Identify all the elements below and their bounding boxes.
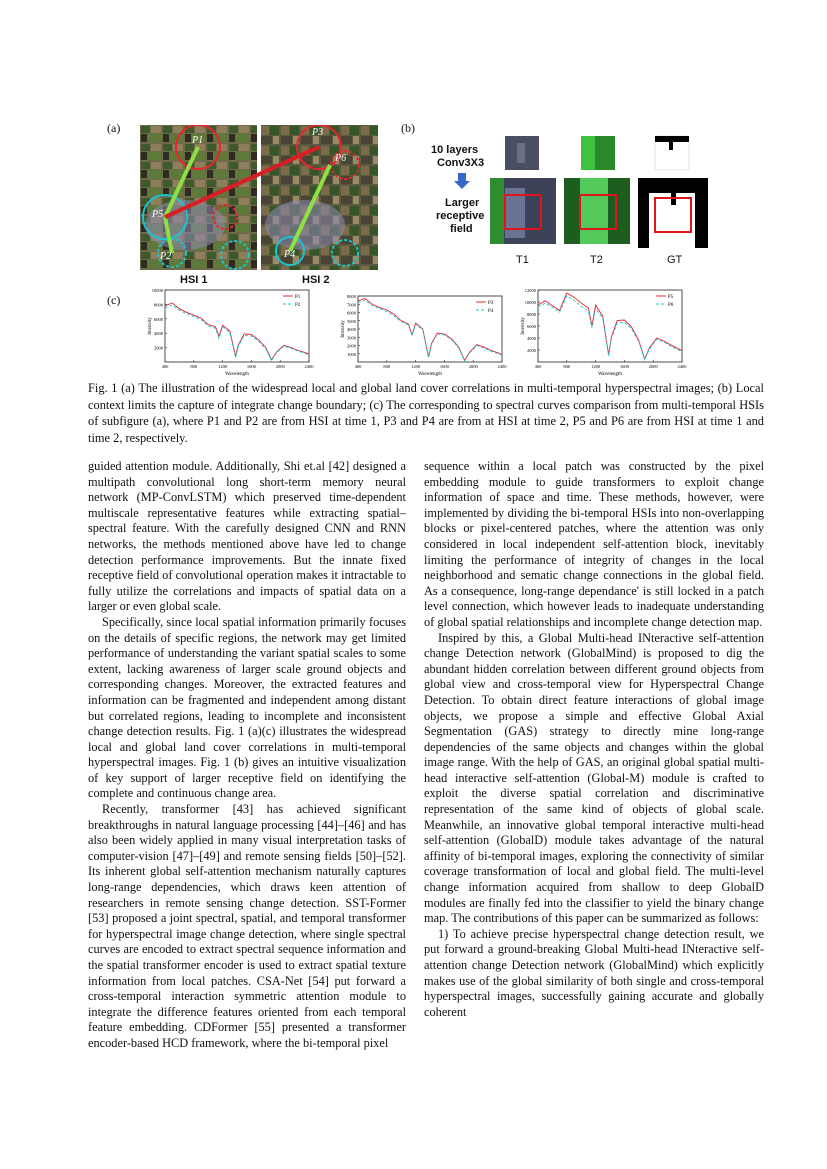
x-tick-label: 2000 (468, 364, 478, 369)
x-tick-label: 1600 (246, 364, 256, 369)
arrow-down-icon-head (454, 181, 470, 189)
x-axis-label: Wavelength (418, 372, 442, 376)
point-label-p6: P6 (335, 153, 347, 164)
y-tick-label: 2000 (527, 348, 536, 353)
panel-label-b: (b) (401, 121, 415, 135)
x-tick-label: 400 (534, 364, 542, 369)
point-label-p5: P5 (152, 209, 164, 220)
x-axis-label: Wavelength (225, 372, 249, 376)
figure-caption: Fig. 1 (a) The illustration of the widespread local and global land cover correlations in multi-temporal hyperspectral images; (b) Local context limits the capture of integrate change boundary; (c) The corresponding to spectral curves comparison from multi-temporal HSIs of subfigure (a), where P1 and P2 are from HSI at time 1, P3 and P4 are from at HSI at time 2, P5 and P6 are from HSI at time 1 and time 2, respectively. (88, 381, 764, 445)
panel-b-text-2: Conv3X3 (437, 157, 485, 169)
left-column (88, 459, 406, 1052)
x-tick-label: 800 (383, 364, 391, 369)
y-tick-label: 6000 (154, 316, 163, 322)
y-tick-label: 12000 (524, 288, 536, 293)
x-tick-label: 1200 (411, 364, 421, 369)
panel-b-text-3: Larger (445, 197, 480, 209)
col-label-t2: T2 (590, 254, 603, 266)
y-axis-label: Intensity (148, 317, 153, 335)
spectral-chart-3 (518, 284, 690, 376)
legend-label: P4 (488, 309, 494, 314)
series-line-p2 (165, 305, 309, 361)
x-tick-label: 1200 (218, 364, 228, 369)
x-tick-label: 400 (161, 364, 169, 369)
y-tick-label: 7000 (347, 302, 356, 308)
y-tick-label: 5000 (347, 318, 356, 324)
spectral-chart-1 (145, 284, 317, 376)
x-tick-label: 2400 (304, 364, 314, 369)
legend-label: P2 (295, 303, 301, 308)
panel-a-graphic (140, 125, 380, 285)
panel-label-c: (c) (107, 293, 121, 307)
series-line-p6 (538, 296, 682, 360)
panel-b-graphic (425, 133, 725, 268)
panel-label-a: (a) (107, 121, 121, 135)
paragraph: Inspired by this, a Global Multi-head INteractive self-attention change Detection network (GlobalMind) is proposed to dig the abundant hidden correlation between different ground objects from global view and cross-temporal view for Hyperspectral Change Detection. To obtain direct feature interactions of global image objects, we propose a simple and effective Global Axial Segmentation (GAS) strategy to directly mine long-range dependencies of the same objects and changes within the global image range. With the help of GAS, an original global spatial multi-head interactive self-attention (Global-M) module is crafted to exploit the diverse spatial correlation and discriminative representation of the same kind of objects of global scale. Meanwhile, an innovative global temporal interactive multi-head self-attention (GlobalD) module takes advantage of the natural affinity of bi-temporal images, exploring the connectivity of similar coverage transformation of local and global field. The multi-level change information acquired from shallow to deep GlobalD modules are finally fed into the classifier to yield the binary change map. The contributions of this paper can be summarized as follows: (424, 630, 764, 926)
x-tick-label: 800 (563, 364, 571, 369)
y-tick-label: 10000 (524, 300, 536, 305)
y-tick-label: 4000 (347, 327, 356, 332)
legend-label: P5 (668, 295, 674, 300)
y-tick-label: 6000 (527, 324, 536, 329)
x-tick-label: 1600 (439, 364, 449, 369)
x-tick-label: 2400 (677, 364, 687, 369)
point-label-p4: P4 (284, 249, 296, 260)
point-label-p2: P2 (160, 251, 172, 262)
y-tick-label: 8000 (347, 294, 356, 299)
y-tick-label: 1000 (347, 351, 356, 357)
y-tick-label: 6000 (347, 310, 356, 316)
y-axis-label: Intensity (341, 320, 346, 338)
x-tick-label: 2000 (275, 364, 285, 369)
arrow-down-icon (458, 173, 466, 181)
x-tick-label: 400 (354, 364, 362, 369)
spectral-chart-2 (338, 290, 510, 376)
paragraph: sequence within a local patch was constructed by the pixel embedding module to guide transformers to exploit change information of space and time. These methods, however, were implemented by dividing the bi-temporal HSIs into non-overlapping blocks or pixel-centered patches, where the attention was only considered in local independent self-attention block, inevitably limiting the performance of integrity of changes in the local neighborhood and sematic change connections in the global field. As a consequence, long-range dependance' is still locked in a patch level connection, which however leads to inadequate understanding of global spatial relationships and incomplete change detection map. (424, 459, 764, 629)
y-axis-label: Intensity (521, 317, 526, 335)
y-tick-label: 8000 (154, 302, 163, 308)
y-tick-label: 10000 (151, 288, 163, 293)
col-label-t1: T1 (516, 254, 529, 266)
image-label-hsi1: HSI 1 (180, 274, 208, 285)
image-label-hsi2: HSI 2 (302, 274, 330, 285)
x-tick-label: 1200 (591, 364, 601, 369)
legend-label: P1 (295, 295, 301, 300)
paragraph: Specifically, since local spatial information primarily focuses on the details of specific regions, the network may get limited performance of understanding the variant spatial scales to some extent, lacking awareness of larger scale ground objects and corresponding changes. Moreover, the extracted features and information can be fragmented and independent among distant but correlated regions, leading to incomplete and inconsistent change detection results. Fig. 1 (a)(c) illustrates the widespread local and global land cover correlations in multi-temporal hyperspectral images. Fig. 1 (b) gives an intuitive visualization of key support of larger receptive field on identifying the complete and continuous change area. (88, 614, 406, 801)
x-tick-label: 800 (190, 364, 198, 369)
legend-label: P6 (668, 303, 674, 308)
y-tick-label: 4000 (527, 336, 536, 341)
col-label-gt: GT (667, 254, 683, 266)
y-tick-label: 2000 (154, 345, 163, 351)
y-tick-label: 8000 (527, 312, 536, 317)
legend-label: P3 (488, 301, 494, 306)
panel-b-text-4: receptive (436, 210, 485, 222)
series-line-p4 (358, 300, 502, 361)
y-tick-label: 2000 (347, 343, 356, 349)
y-tick-label: 3000 (347, 335, 356, 341)
right-column (424, 459, 764, 1020)
panel-b-text-1: 10 layers (431, 144, 479, 156)
paragraph: guided attention module. Additionally, Shi et.al [42] designed a multipath convolutional long short-term memory neural network (MP-ConvLSTM) which preserved time-dependent multiscale representative features while extracting spatial–spectral feature. With the carefully designed CNN and RNN networks, the methods mentioned above have led to change detection performance improvements. But the innate fixed receptive field of convolutional operation makes it intractable to fully utilize the correlations and impacts of spatial data on a larger or even global scale. (88, 459, 406, 614)
panel-b-text-5: field (450, 223, 473, 235)
x-axis-label: Wavelength (598, 372, 622, 376)
paragraph: Recently, transformer [43] has achieved significant breakthroughs in natural language processing [44]–[46] and has also been widely applied in many visual interpretation tasks of computer-vision [47]–[49] and remote sensing fields [50]–[52]. Its inherent global self-attention mechanism naturally captures long-range dependencies, which draws keen attention of researchers in remote sensing change detection. SST-Former [53] proposed a joint spectral, spatial, and temporal transformer for hyperspectral image change detection, where single spectral curves are encoded to extract spectral sequence information and the spatial transformer encoder is used to extract spatial texture information from local patches. CSA-Net [54] put forward a cross-temporal interaction symmetric attention module to integrate the difference features oriented from each temporal feature embedding. CDFormer [55] presented a transformer encoder-based HCD framework, where the bi-temporal pixel (88, 802, 406, 1050)
plot-frame (538, 290, 682, 362)
y-tick-label: 4000 (154, 331, 163, 337)
point-label-p3: P3 (312, 127, 324, 138)
x-tick-label: 1600 (619, 364, 629, 369)
x-tick-label: 2000 (648, 364, 658, 369)
point-label-p1: P1 (192, 135, 204, 146)
paragraph: 1) To achieve precise hyperspectral change detection result, we put forward a ground-breaking Global Multi-head INteractive self-attention change Detection network (GlobalMind) which explicitly makes use of the global similarity of both single and cross-temporal hyperspectral images, successfully gaining accurate and globally coherent (424, 926, 764, 1019)
x-tick-label: 2400 (497, 364, 507, 369)
